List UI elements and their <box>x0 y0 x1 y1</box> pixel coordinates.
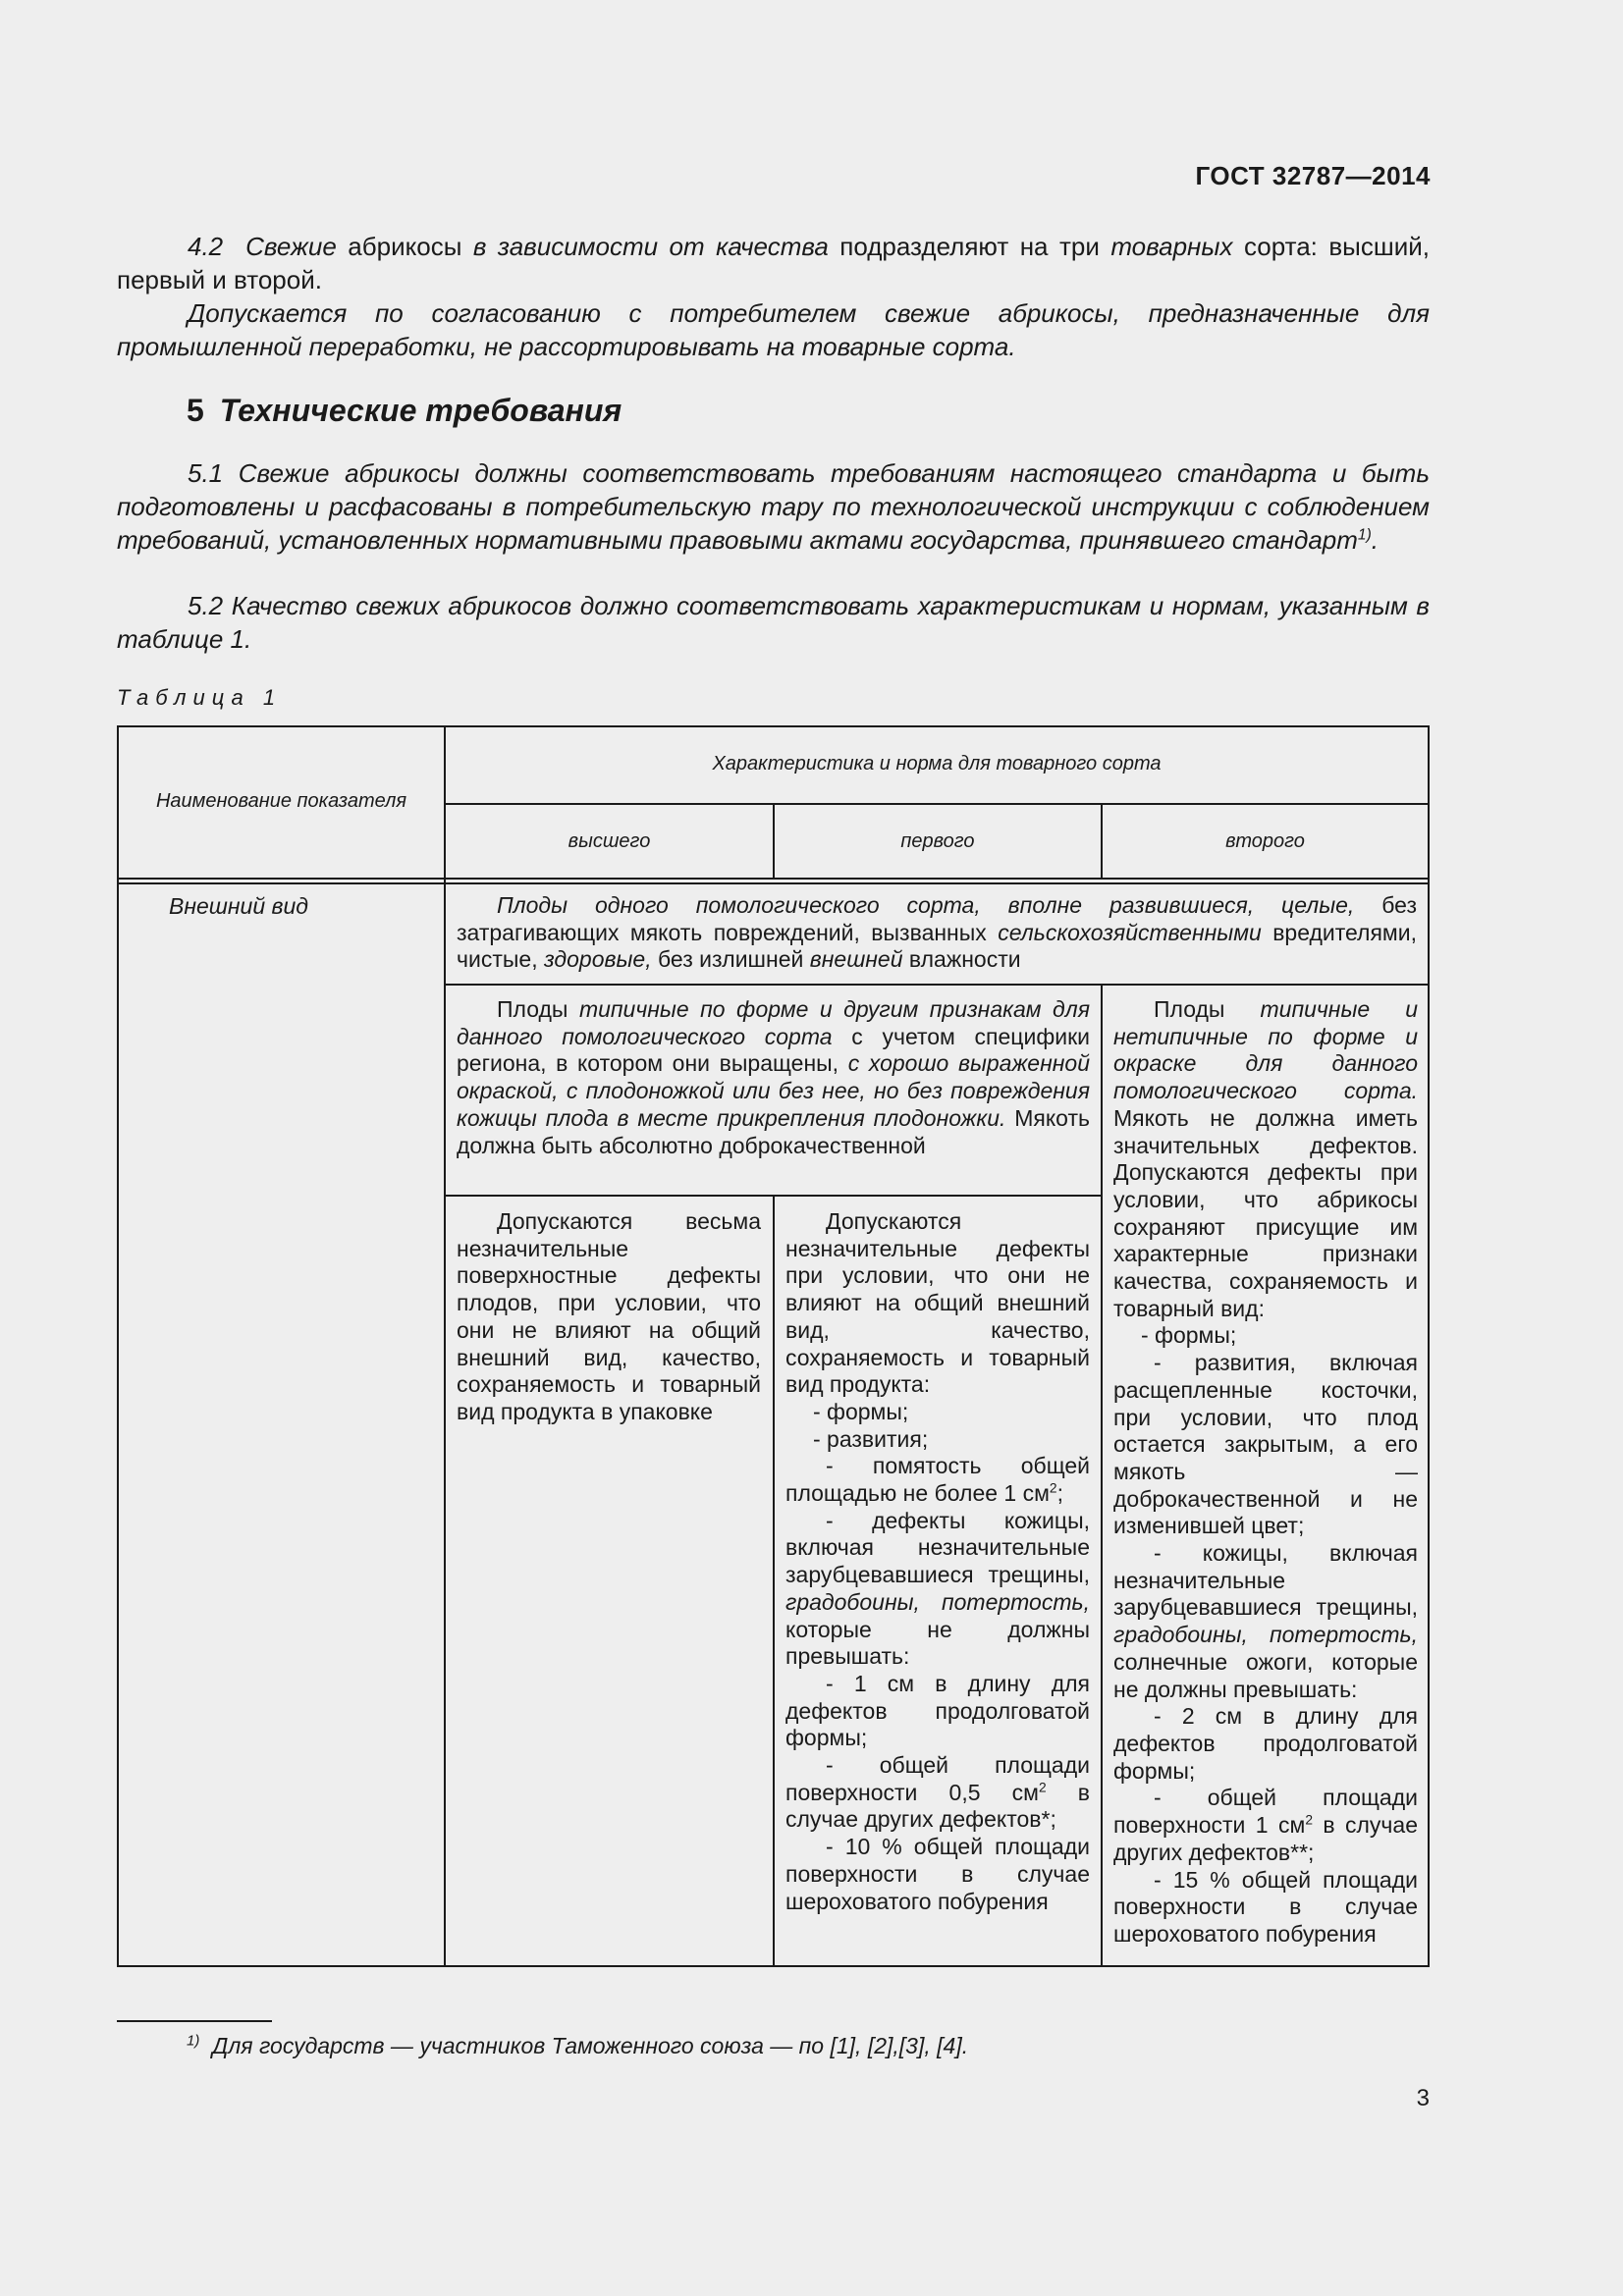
group-header: Характеристика и норма для товарного сорта <box>712 753 1162 774</box>
second-sub1: - 2 см в длину для дефектов продолговатой формы; <box>1113 1703 1418 1784</box>
common-t2: без затрагивающих мякоть повреждений, вызванных <box>457 892 1417 945</box>
common-t1: Плоды одного помологического сорта, вполне развившиеся, целые, <box>497 892 1355 918</box>
second-skin-a: - кожицы, включая незначительные зарубцевавшиеся трещины, <box>1113 1540 1418 1621</box>
hf-t3: с учетом специфики региона, в котором они выращены, <box>457 1023 1091 1077</box>
second-skin-c: солнечные ожоги, которые не должны превышать: <box>1113 1648 1418 1702</box>
common-description <box>457 892 1417 974</box>
first-skin-it: градобоины, потертость, <box>785 1588 1090 1615</box>
common-t5: здоровые, <box>543 946 652 973</box>
common-t3: сельскохозяйственными <box>998 919 1262 945</box>
common-t6: без излишней <box>651 946 810 973</box>
p51-text: 5.1 Свежие абрикосы должны соответствовать требованиям настоящего стандарта и быть подготовлены и расфасованы в потребительскую тару по технологической инструкции с соблюдением требований, установленных нормативными правовыми актами государства, принявшего стандарт <box>117 458 1430 555</box>
second-description <box>1113 996 1418 1949</box>
p51-footnote-mark: 1) <box>1357 526 1372 544</box>
row-name: Внешний вид <box>169 893 309 919</box>
hf-t5: Мякоть должна быть абсолютно доброкачественной <box>457 1104 1090 1158</box>
second-skin-b: градобоины, потертость, <box>1113 1622 1418 1648</box>
hf-t2: типичные по форме и другим признакам для данного помологического сорта <box>457 996 1090 1049</box>
high-defects: Допускаются весьма незначительные поверхностные дефекты плодов, при условии, что они не влияют на общий внешний вид, качество, сохраняемость и товарный вид продукта в упаковке <box>457 1208 761 1424</box>
first-item-development: - развития; <box>813 1425 929 1452</box>
p42-b: абрикосы <box>348 232 462 261</box>
high-first-description <box>457 996 1090 1159</box>
footnote <box>187 2033 968 2059</box>
p42-e: товарных <box>1110 232 1233 261</box>
second-item-skin <box>1113 1540 1418 1703</box>
first-bruise-sup: 2 <box>1049 1480 1057 1496</box>
second-sub2-sup: 2 <box>1305 1812 1313 1828</box>
section-title <box>187 393 622 429</box>
table-caption: Таблица 1 <box>117 685 283 710</box>
first-skin-end: которые не должны превышать: <box>785 1616 1090 1670</box>
p51-end: . <box>1371 525 1380 555</box>
table-1 <box>117 725 1430 1967</box>
second-sub3: - 15 % общей площади поверхности в случае шероховатого побурения <box>1113 1866 1418 1947</box>
second-sub2b: в случае других дефектов**; <box>1113 1812 1418 1865</box>
first-sub1: - 1 см в длину для дефектов продолговатой формы; <box>785 1670 1090 1751</box>
first-sub2a: - общей площади поверхности 0,5 см <box>785 1752 1090 1805</box>
first-item-skin <box>785 1508 1090 1671</box>
paragraph-5-1 <box>117 456 1430 557</box>
paragraph-4-2-note <box>117 296 1430 363</box>
hf-t4: с хорошо выраженной окраской, с плодоножкой или без нее, но без повреждения кожицы плода в месте прикрепления плодоножки. <box>457 1050 1090 1131</box>
footnote-text: Для государств — участников Таможенного союза — по [1], [2],[3], [4]. <box>212 2033 969 2058</box>
common-t8: влажности <box>902 946 1021 973</box>
grade-header-high: высшего <box>568 830 651 852</box>
footnote-mark: 1) <box>187 2032 200 2050</box>
column-header-name: Наименование показателя <box>155 790 407 812</box>
p42-note-text: Допускается по согласованию с потребителем свежие абрикосы, предназначенные для промышленной переработки, не рассортировывать на товарные сорта. <box>117 298 1430 361</box>
grade-header-second: второго <box>1225 830 1305 852</box>
second-t3: Мякоть не должна иметь значительных дефектов. Допускаются дефекты при условии, что абрикосы сохраняют присущие им характерные признаки качества, сохраняемость и товарный вид: <box>1113 1104 1418 1321</box>
standard-number: ГОСТ 32787—2014 <box>1195 161 1431 190</box>
first-sub2b: в случае других дефектов*; <box>785 1779 1090 1833</box>
second-t1: Плоды <box>1154 996 1261 1022</box>
p42-num: 4.2 <box>188 232 224 261</box>
second-sub2 <box>1113 1785 1418 1866</box>
first-item-form: - формы; <box>813 1398 909 1424</box>
p52-text: 5.2 Качество свежих абрикосов должно соответствовать характеристикам и нормам, указанным в таблице 1. <box>117 591 1430 654</box>
first-item-bruise <box>785 1453 1090 1507</box>
second-item-form: - формы; <box>1141 1322 1237 1349</box>
grade-header-first: первого <box>900 830 975 852</box>
p42-f: сорта: высший, первый и второй. <box>117 232 1430 294</box>
second-item-development: - развития, включая расщепленные косточки, при условии, что плод остается закрытым, а его мякоть — доброкачественной и не изменившей цвет; <box>1113 1350 1418 1539</box>
second-intro <box>1113 996 1418 1322</box>
second-sub2a: - общей площади поверхности 1 см <box>1113 1785 1418 1839</box>
common-t7: внешней <box>809 946 903 973</box>
first-sub2 <box>785 1752 1090 1834</box>
paragraph-5-2 <box>117 589 1430 656</box>
section-number: 5 <box>187 393 204 428</box>
first-defects <box>785 1208 1090 1915</box>
section-title-text: Технические требования <box>219 393 622 428</box>
footnote-divider <box>117 2020 272 2022</box>
first-intro: Допускаются незначительные дефекты при условии, что они не влияют на общий внешний вид, качество, сохраняемость и товарный вид продукта: <box>785 1208 1090 1398</box>
p42-c: в зависимости от качества <box>472 232 829 261</box>
p42-d: подразделяют на три <box>839 232 1100 261</box>
first-sub2-sup: 2 <box>1038 1780 1047 1795</box>
first-bruise-text: - помятость общей площадью не более 1 см <box>785 1453 1090 1507</box>
page-number: 3 <box>1416 2085 1430 2111</box>
hf-t1: Плоды <box>497 996 579 1022</box>
first-sub3: - 10 % общей площади поверхности в случае шероховатого побурения <box>785 1834 1090 1914</box>
second-t2: типичные и нетипичные по форме и окраске для данного помологического сорта. <box>1113 996 1419 1104</box>
p42-a: Свежие <box>245 232 337 261</box>
first-skin-text: - дефекты кожицы, включая незначительные зарубцевавшиеся трещины, <box>785 1507 1090 1588</box>
common-t4: вредителями, чистые, <box>457 919 1417 973</box>
first-bruise-end: ; <box>1056 1480 1063 1507</box>
paragraph-4-2 <box>117 230 1430 296</box>
